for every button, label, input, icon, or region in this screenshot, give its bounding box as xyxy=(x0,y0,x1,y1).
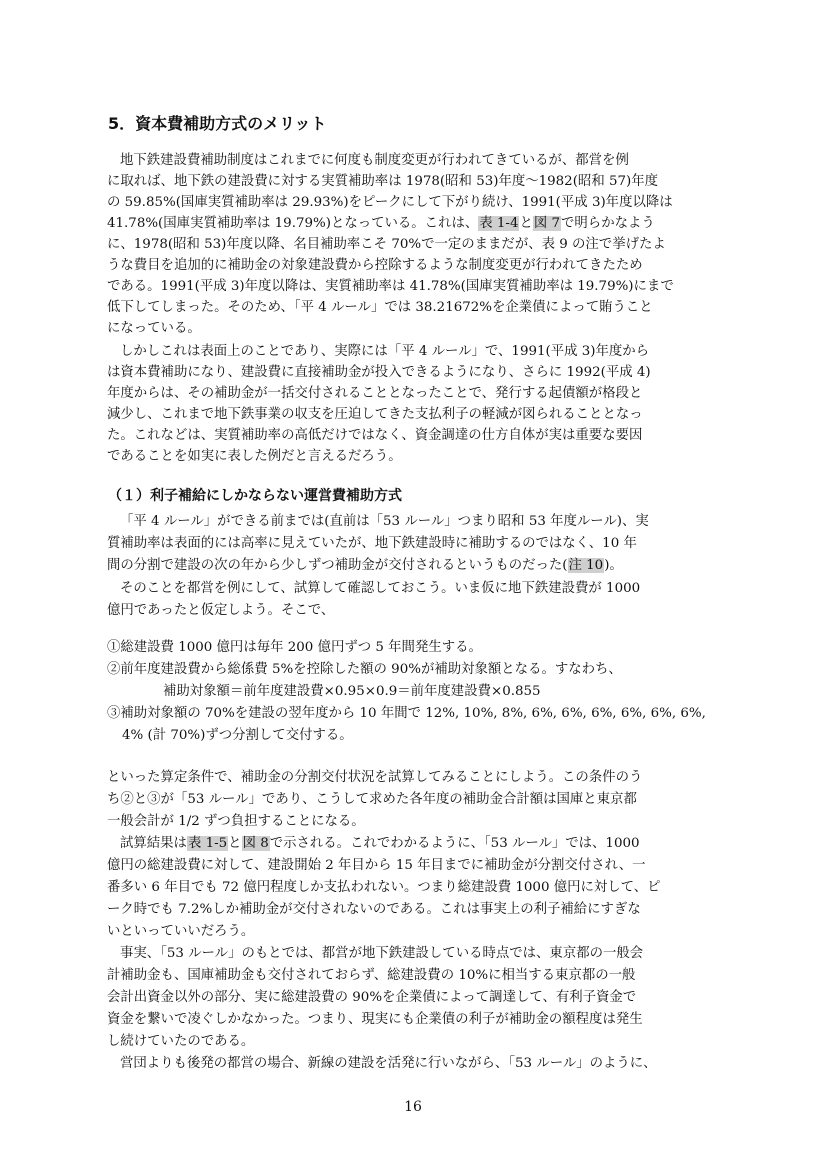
paragraph-line: し続けていたのである。 xyxy=(107,1034,255,1049)
paragraph-line: 計補助金も、国庫補助金も交付されておらず、総建設費の 10%に相当する東京都の一般 xyxy=(107,968,636,983)
text-span: で示される。これでわかるように、「53 ルール」では、1000 xyxy=(269,836,640,851)
condition-item: ①総建設費 1000 億円は毎年 200 億円ずつ 5 年間発生する。 xyxy=(107,640,482,655)
paragraph-line: 資金を繋いで凌ぐしかなかった。つまり、現実にも企業債の利子が補助金の額程度は発生 xyxy=(107,1012,643,1027)
figure-reference-link[interactable]: 図 7 xyxy=(533,216,561,231)
paragraph-line: 億円の総建設費に対して、建設開始 2 年目から 15 年目までに補助金が分割交付され、一 xyxy=(107,858,646,873)
paragraph-line xyxy=(120,833,717,855)
paragraph-line: 年度からは、その補助金が一括交付されることとなったことで、発行する起債額が格段と xyxy=(107,386,643,401)
paragraph-line: の 59.85%(国庫実質補助率は 29.93%)をピークにして下がり続け、1991(平成 3)年度以降は xyxy=(107,195,673,210)
paragraph-line: 減少し、これまで地下鉄事業の収支を圧迫してきた支払利子の軽減が図られることとなっ xyxy=(107,407,643,422)
paragraph-line: である。1991(平成 3)年度以降は、実質補助率は 41.78%(国庫実質補助率は 19.79%)にまで xyxy=(107,279,674,294)
paragraph-line: に取れば、地下鉄の建設費に対する実質補助率は 1978(昭和 53)年度～1982(昭和 57)年度 xyxy=(107,174,659,189)
condition-item: ②前年度建設費から総係費 5%を控除した額の 90%が補助対象額となる。すなわち、 xyxy=(107,662,622,677)
paragraph-line: といった算定条件で、補助金の分割交付状況を試算してみることにしよう。この条件のう xyxy=(107,770,643,785)
paragraph-line: 「平 4 ルール」ができる前までは(直前は「53 ルール」つまり昭和 53 年度ルール)、実 xyxy=(120,514,649,529)
condition-formula: 補助対象額＝前年度建設費×0.95×0.9＝前年度建設費×0.855 xyxy=(163,684,541,699)
text-span: で明らかなよう xyxy=(561,216,655,231)
paragraph-line: 質補助率は表面的には高率に見えていたが、地下鉄建設時に補助するのではなく、10 年 xyxy=(107,536,637,551)
paragraph-line: いといっていいだろう。 xyxy=(107,924,255,939)
paragraph-line: 地下鉄建設費補助制度はこれまでに何度も制度変更が行われてきているが、都営を例 xyxy=(120,153,629,168)
text-span: 試算結果は xyxy=(120,836,187,851)
text-span: )。 xyxy=(604,558,623,573)
paragraph-line xyxy=(107,555,717,577)
paragraph-line: 事実、「53 ルール」のもとでは、都営が地下鉄建設している時点では、東京都の一般会 xyxy=(120,946,644,961)
paragraph-line: 億円であったと仮定しよう。そこで、 xyxy=(107,603,335,618)
table-reference-link[interactable]: 表 1-5 xyxy=(187,836,228,851)
text-span: 41.78%(国庫実質補助率は 19.79%)となっている。これは、 xyxy=(107,216,479,231)
paragraph-line: そのことを都営を例にして、試算して確認しておこう。いま仮に地下鉄建設費が 1000 xyxy=(120,581,641,596)
paragraph-line: 営団よりも後発の都営の場合、新線の建設を活発に行いながら、「53 ルール」のように、 xyxy=(120,1056,657,1071)
paragraph-line: しかしこれは表面上のことであり、実際には「平 4 ルール」で、1991(平成 3)年度から xyxy=(120,344,650,359)
footnote-reference-link[interactable]: 注 10 xyxy=(568,558,604,573)
paragraph-line: は資本費補助になり、建設費に直接補助金が投入できるようになり、さらに 1992(平成 4) xyxy=(107,365,651,380)
paragraph-line: ーク時でも 7.2%しか補助金が交付されないのである。これは事実上の利子補給にすぎな xyxy=(107,902,641,917)
subsection-heading: （１）利子補給にしかならない運営費補助方式 xyxy=(108,488,402,504)
table-reference-link[interactable]: 表 1-4 xyxy=(479,216,519,231)
text-span: と xyxy=(519,216,533,231)
paragraph-line: であることを如実に表した例だと言えるだろう。 xyxy=(107,449,402,464)
paragraph-line: 番多い 6 年目でも 72 億円程度しか支払われない。つまり総建設費 1000 億円に対して、ピ xyxy=(107,880,661,895)
paragraph-line xyxy=(107,213,717,235)
paragraph-line: 低下してしまった。そのため、「平 4 ルール」では 38.21672%を企業債によって賄うこと xyxy=(107,300,653,315)
paragraph-line: た。これなどは、実質補助率の高低だけではなく、資金調達の仕方自体が実は重要な要因 xyxy=(107,428,643,443)
figure-reference-link[interactable]: 図 8 xyxy=(242,836,269,851)
paragraph-line: になっている。 xyxy=(107,321,201,336)
section-heading: 5．資本費補助方式のメリット xyxy=(108,114,327,133)
paragraph-line: 一般会計が 1/2 ずつ負担することになる。 xyxy=(107,814,365,829)
text-span: 間の分割で建設の次の年から少しずつ補助金が交付されるというものだった( xyxy=(107,558,568,573)
paragraph-line: 会計出資金以外の部分、実に総建設費の 90%を企業債によって調達して、有利子資金で xyxy=(107,990,637,1005)
text-span: と xyxy=(228,836,242,851)
condition-item-continued: 4% (計 70%)ずつ分割して交付する。 xyxy=(122,728,353,743)
paragraph-line: うな費目を追加的に補助金の対象建設費から控除するような制度変更が行われてきたため xyxy=(107,258,643,273)
page-number: 16 xyxy=(404,1099,422,1115)
condition-item: ③補助対象額の 70%を建設の翌年度から 10 年間で 12%, 10%, 8%, 6%, 6%, 6%, 6%, 6%, 6%, xyxy=(107,706,706,721)
paragraph-line: ち②と③が「53 ルール」であり、こうして求めた各年度の補助金合計額は国庫と東京都 xyxy=(107,792,637,807)
paragraph-line: に、1978(昭和 53)年度以降、名目補助率こそ 70%で一定のままだが、表 9 の注で挙げたよ xyxy=(107,237,666,252)
